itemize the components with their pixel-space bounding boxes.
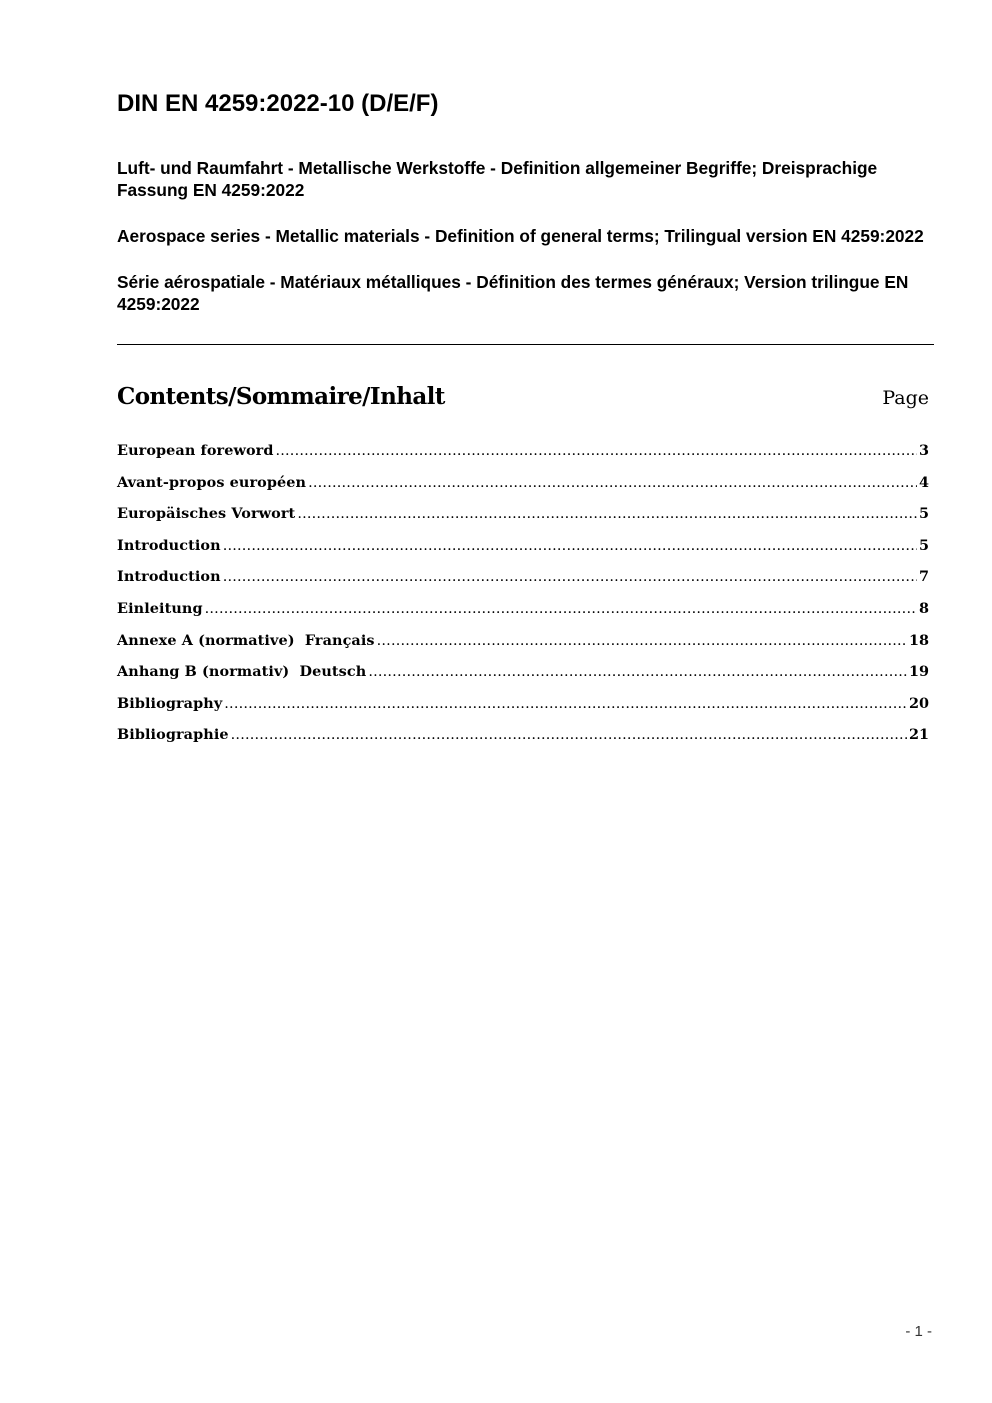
toc-entry-label: Europäisches Vorwort (117, 505, 296, 523)
toc-entry-page: 20 (908, 694, 929, 712)
toc-entry-annexe-a[interactable] (117, 630, 929, 662)
toc-leader-dots (297, 503, 917, 525)
toc-leader-dots (377, 630, 907, 652)
toc-entry-page: 5 (918, 505, 929, 523)
toc-entry-european-foreword[interactable] (117, 440, 929, 472)
title-german: Luft- und Raumfahrt - Metallische Werkstoffe - Definition allgemeiner Begriffe; Dreisprachige Fassung EN 4259:2022 (117, 158, 878, 200)
toc-entry-introduction-en[interactable] (117, 535, 929, 567)
toc-leader-dots (205, 598, 917, 620)
document-header (117, 88, 934, 315)
toc-entry-label: Bibliography (117, 694, 223, 712)
toc-entry-label: Annexe A (normative) Français (117, 631, 375, 649)
table-of-contents (117, 440, 929, 756)
toc-entry-page: 7 (918, 568, 929, 586)
toc-entry-label: Avant-propos européen (117, 473, 307, 491)
toc-leader-dots (223, 566, 917, 588)
toc-leader-dots (368, 661, 907, 683)
toc-entry-avant-propos[interactable] (117, 472, 929, 504)
toc-entry-page: 8 (918, 599, 929, 617)
toc-page-label: Page (882, 387, 929, 409)
toc-entry-page: 21 (908, 726, 929, 744)
toc-entry-anhang-b[interactable] (117, 661, 929, 693)
toc-entry-page: 18 (908, 631, 929, 649)
toc-heading: Contents/Sommaire/Inhalt (117, 383, 445, 410)
toc-entry-label: Introduction (117, 536, 221, 554)
header-divider (117, 344, 934, 345)
toc-leader-dots (224, 693, 907, 715)
toc-entry-label: Bibliographie (117, 726, 229, 744)
toc-entry-label: Anhang B (normativ) Deutsch (117, 663, 367, 681)
toc-entry-vorwort[interactable] (117, 503, 929, 535)
page-number: - 1 - (905, 1323, 932, 1340)
toc-entry-page: 19 (908, 663, 929, 681)
toc-entry-page: 3 (918, 442, 929, 459)
toc-entry-label: European foreword (117, 442, 274, 459)
toc-heading-row (117, 383, 929, 410)
toc-entry-label: Einleitung (117, 599, 203, 617)
toc-entry-label: Introduction (117, 568, 221, 586)
title-french: Série aérospatiale - Matériaux métalliques - Définition des termes généraux; Version trilingue EN 4259:2022 (117, 272, 909, 314)
toc-entry-bibliographie[interactable] (117, 724, 929, 756)
toc-leader-dots (275, 440, 917, 462)
toc-leader-dots (308, 472, 917, 494)
toc-entry-introduction-fr[interactable] (117, 566, 929, 598)
document-id: DIN EN 4259:2022-10 (D/E/F) (117, 90, 439, 117)
title-english: Aerospace series - Metallic materials - Definition of general terms; Trilingual version EN 4259:2022 (117, 226, 924, 246)
toc-leader-dots (223, 535, 917, 557)
toc-entry-page: 5 (918, 536, 929, 554)
toc-entry-page: 4 (918, 473, 929, 491)
toc-leader-dots (231, 724, 907, 746)
toc-entry-bibliography[interactable] (117, 693, 929, 725)
toc-entry-einleitung[interactable] (117, 598, 929, 630)
